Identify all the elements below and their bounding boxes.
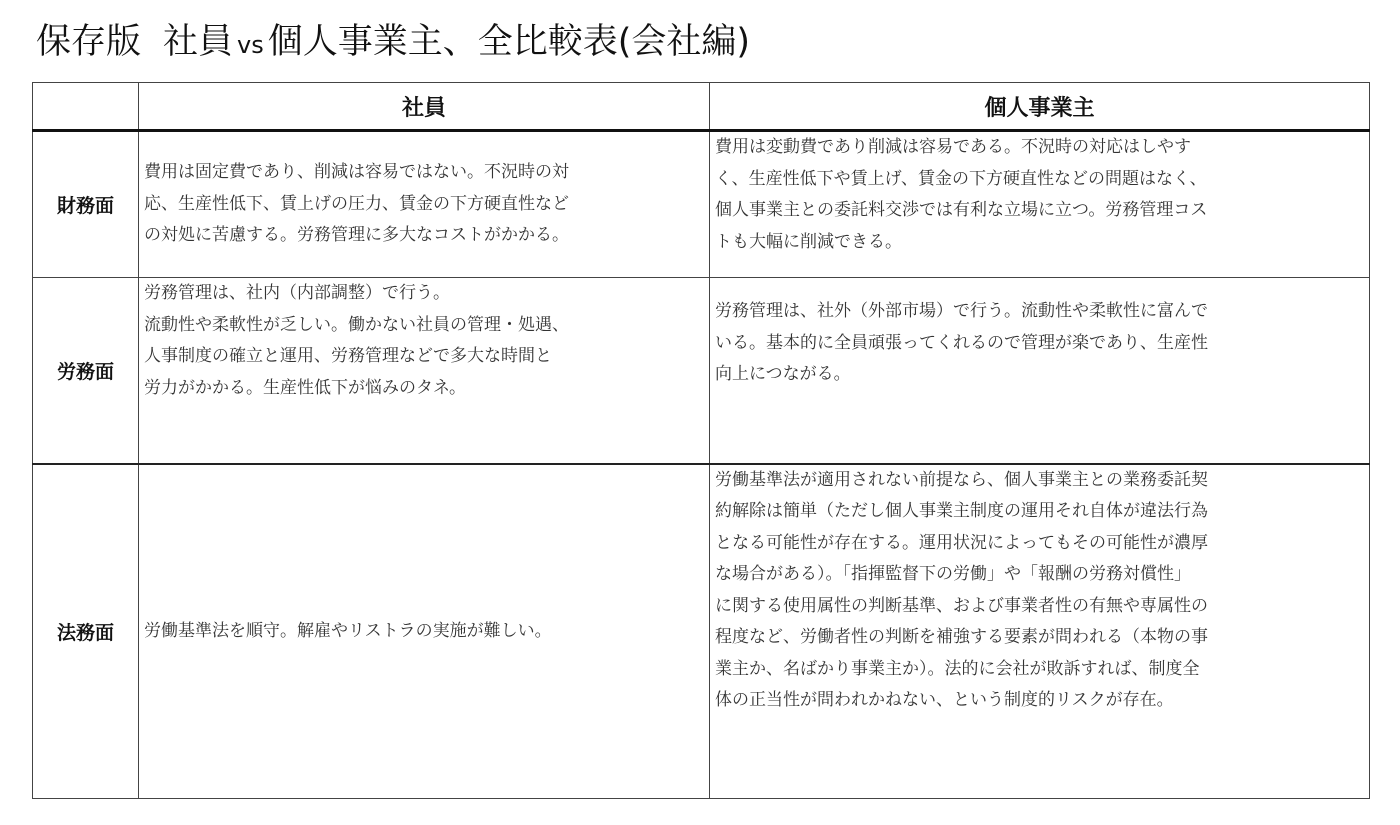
title-right: 個人事業主、全比較表(会社編)	[267, 22, 751, 62]
text-line: 個人事業主との委託料交渉では有利な立場に立つ。労務管理コス	[715, 200, 1208, 220]
cell-labor-employee	[139, 278, 710, 464]
table-header-row	[33, 83, 1370, 131]
text-line: 人事制度の確立と運用、労務管理などで多大な時間と	[144, 346, 552, 366]
table-row-labor	[33, 278, 1370, 464]
header-contractor: 個人事業主	[710, 83, 1370, 131]
text-line: 費用は固定費であり、削減は容易ではない。不況時の対	[144, 162, 569, 183]
text-line: に関する使用属性の判断基準、および事業者性の有無や専属性の	[715, 595, 1208, 616]
text-line: 約解除は簡単（ただし個人事業主制度の運用それ自体が違法行為	[715, 501, 1208, 521]
text-line: 応、生産性低下、賃上げの圧力、賃金の下方硬直性など	[144, 193, 569, 214]
cell-labor-contractor	[710, 278, 1370, 464]
cell-finance-employee	[139, 131, 710, 278]
text-line: いる。基本的に全員頑張ってくれるので管理が楽であり、生産性	[715, 332, 1208, 353]
text-line: 体の正当性が問われかねない、という制度的リスクが存在。	[715, 690, 1174, 710]
text-line: な場合がある）。「指揮監督下の労働」や「報酬の労務対償性」	[715, 564, 1191, 584]
table-row-finance	[33, 131, 1370, 278]
text-line: 費用は変動費であり削減は容易である。不況時の対応はしやす	[715, 137, 1191, 157]
table-row-legal	[33, 464, 1370, 799]
text-line: 労務管理は、社外（外部市場）で行う。流動性や柔軟性に富んで	[715, 301, 1208, 321]
row-label-finance: 財務面	[33, 131, 139, 278]
text-line: の対処に苦慮する。労務管理に多大なコストがかかる。	[144, 225, 569, 246]
comparison-table	[32, 82, 1370, 799]
text-line: となる可能性が存在する。運用状況によってもその可能性が濃厚	[715, 532, 1208, 553]
header-corner	[33, 83, 139, 131]
text-line: 労力がかかる。生産性低下が悩みのタネ。	[144, 377, 466, 398]
page-title	[36, 16, 750, 71]
text-line: 業主か、名ばかり事業主か）。法的に会社が敗訴すれば、制度全	[715, 658, 1200, 679]
row-label-legal: 法務面	[33, 464, 139, 799]
text-line: 程度など、労働者性の判断を補強する要素が問われる（本物の事	[715, 627, 1208, 647]
text-line: トも大幅に削減できる。	[715, 231, 902, 252]
cell-legal-employee	[139, 464, 710, 799]
title-left: 社員	[163, 22, 234, 62]
text-line: 労務管理は、社内（内部調整）で行う。	[144, 283, 450, 303]
text-line: 向上につながる。	[715, 364, 851, 384]
text-line: く、生産性低下や賃上げ、賃金の下方硬直性などの問題はなく、	[715, 168, 1207, 189]
title-prefix: 保存版	[36, 22, 142, 62]
header-employee: 社員	[139, 83, 710, 131]
cell-finance-contractor	[710, 131, 1370, 278]
text-line: 流動性や柔軟性が乏しい。働かない社員の管理・処遇、	[144, 314, 569, 335]
text-line: 労働基準法を順守。解雇やリストラの実施が難しい。	[144, 620, 552, 641]
text-line: 労働基準法が適用されない前提なら、個人事業主との業務委託契	[715, 469, 1208, 490]
cell-legal-contractor	[710, 464, 1370, 799]
row-label-labor: 労務面	[33, 278, 139, 464]
title-vs: vs	[237, 31, 264, 59]
